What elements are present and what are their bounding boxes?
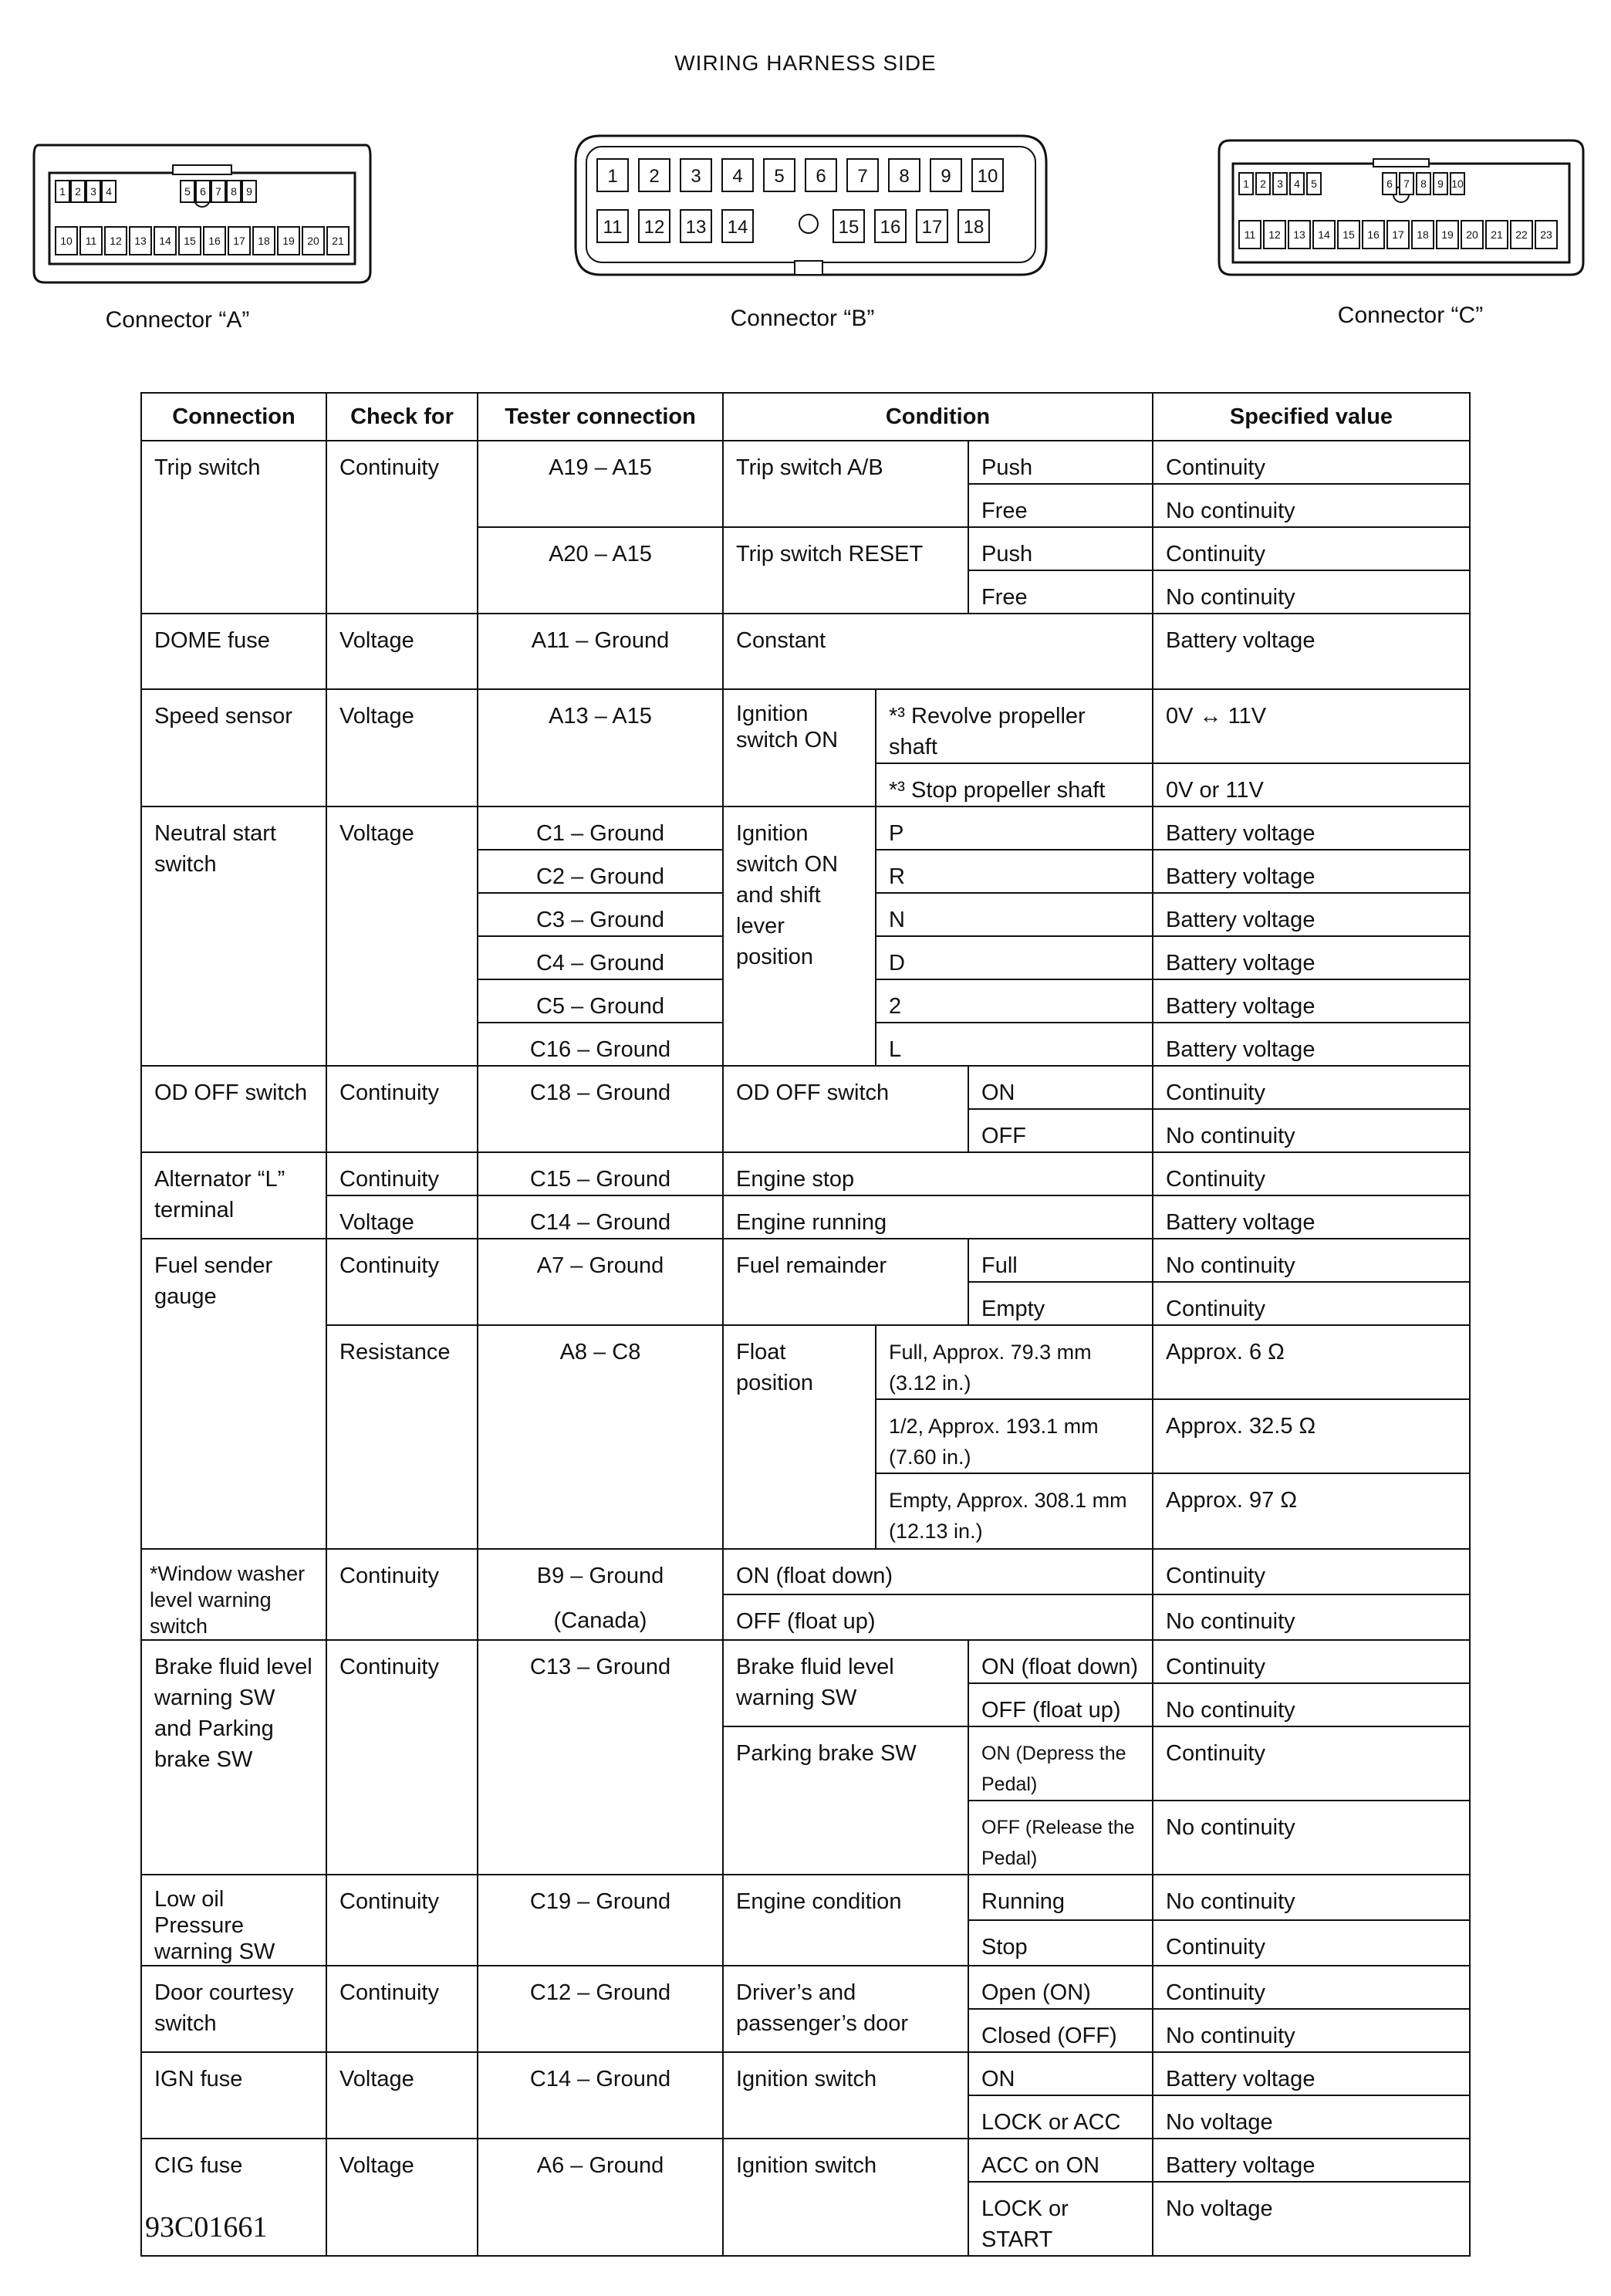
cig-state-1: ACC on ON: [968, 2139, 1153, 2182]
table-row: [141, 1195, 1470, 1239]
neutral-pos-l: L: [876, 1023, 1153, 1066]
window-check: Continuity: [326, 1549, 478, 1640]
neutral-tester-2: C5 – Ground: [478, 979, 723, 1023]
neutral-val-d: Battery voltage: [1153, 936, 1470, 979]
connector-pin-label: 3: [1277, 178, 1283, 190]
ign-state-2: LOCK or ACC: [968, 2095, 1153, 2139]
brake-val-1: Continuity: [1153, 1640, 1470, 1683]
trip-free-2: Free: [968, 570, 1153, 614]
neutral-pos-2: 2: [876, 979, 1153, 1023]
alt-val-1: Continuity: [1153, 1152, 1470, 1195]
connector-pin-label: 16: [1367, 228, 1380, 241]
fuel-full: Full: [968, 1239, 1153, 1282]
cig-tester: A6 – Ground: [478, 2139, 723, 2256]
fuel-name: Fuel sender gauge: [141, 1239, 326, 1549]
speed-sub-1: *³ Revolve propeller shaft: [876, 689, 1153, 763]
od-check: Continuity: [326, 1066, 478, 1152]
connector-pin-label: 2: [1260, 178, 1266, 190]
oil-state-1: Running: [968, 1875, 1153, 1920]
connector-pin-label: 1: [1243, 178, 1249, 190]
speed-val-2: 0V or 11V: [1153, 763, 1470, 806]
fuel-float-1: Full, Approx. 79.3 mm (3.12 in.): [876, 1325, 1153, 1399]
neutral-tester-d: C4 – Ground: [478, 936, 723, 979]
connector-pin-label: 4: [106, 185, 112, 198]
table-row: [141, 2139, 1470, 2182]
connector-pin-label: 12: [643, 217, 665, 238]
window-val-1: Continuity: [1153, 1549, 1470, 1594]
connector-pin-label: 23: [1540, 228, 1552, 241]
connector-pin-label: 8: [899, 166, 910, 187]
table-row: [141, 1966, 1470, 2009]
connector-pin-label: 4: [732, 166, 743, 187]
connector-b-label: Connector “B”: [730, 306, 875, 331]
cig-name: CIG fuse: [141, 2139, 326, 2256]
trip-free-1: Free: [968, 484, 1153, 527]
table-row: [141, 1152, 1470, 1195]
neutral-tester-r: C2 – Ground: [478, 850, 723, 893]
neutral-tester-p: C1 – Ground: [478, 806, 723, 850]
fuel-check-2: Resistance: [326, 1325, 478, 1549]
brake-state-3: ON (Depress the Pedal): [968, 1726, 1153, 1801]
connector-pin-label: 18: [963, 217, 984, 238]
trip-push-2: Push: [968, 527, 1153, 570]
trip-tester-1: A19 – A15: [478, 441, 723, 527]
brake-tester: C13 – Ground: [478, 1640, 723, 1875]
connector-pin-label: 3: [90, 185, 96, 198]
od-on: ON: [968, 1066, 1153, 1109]
cig-val-2: No voltage: [1153, 2182, 1470, 2256]
fuel-cond-2: Float position: [723, 1325, 876, 1549]
header-condition: Condition: [723, 393, 1153, 441]
trip-check: Continuity: [326, 441, 478, 614]
connector-pin-label: 7: [215, 185, 221, 198]
neutral-val-2: Battery voltage: [1153, 979, 1470, 1023]
connector-pin-label: 15: [184, 235, 196, 247]
speed-name: Speed sensor: [141, 689, 326, 806]
connector-pin-label: 11: [85, 235, 97, 247]
header-specified-value: Specified value: [1153, 393, 1470, 441]
trip-push-1: Push: [968, 441, 1153, 484]
connector-pin-label: 5: [1311, 178, 1317, 190]
table-row: [141, 1066, 1470, 1109]
fuel-res-3: Approx. 97 Ω: [1153, 1473, 1470, 1549]
neutral-val-n: Battery voltage: [1153, 893, 1470, 936]
neutral-name: Neutral start switch: [141, 806, 326, 1066]
connector-pin-label: 16: [208, 235, 221, 247]
od-cond: OD OFF switch: [723, 1066, 968, 1152]
oil-val-1: No continuity: [1153, 1875, 1470, 1920]
connector-pin-label: 11: [603, 217, 623, 238]
alt-name: Alternator “L” terminal: [141, 1152, 326, 1239]
ign-state-1: ON: [968, 2052, 1153, 2095]
table-row: [141, 614, 1470, 689]
window-tester: B9 – Ground: [478, 1549, 723, 1594]
oil-name: Low oil Pressure warning SW: [141, 1875, 326, 1966]
trip-cond-2: Trip switch RESET: [723, 527, 968, 614]
connector-pin-label: 14: [159, 235, 171, 247]
connector-pin-label: 10: [60, 235, 73, 247]
connector-pin-label: 14: [727, 217, 748, 238]
brake-cond-2: Parking brake SW: [723, 1726, 968, 1875]
dome-value: Battery voltage: [1153, 614, 1470, 689]
fuel-val-full: No continuity: [1153, 1239, 1470, 1282]
neutral-check: Voltage: [326, 806, 478, 1066]
connector-pin-label: 8: [1420, 178, 1427, 190]
window-name: *Window washer level warning switch: [141, 1549, 326, 1640]
connector-pin-label: 8: [231, 185, 237, 198]
connector-pin-label: 20: [1466, 228, 1478, 241]
ign-val-2: No voltage: [1153, 2095, 1470, 2139]
header-tester-connection: Tester connection: [478, 393, 723, 441]
od-name: OD OFF switch: [141, 1066, 326, 1152]
connector-pin-label: 2: [649, 166, 660, 187]
brake-val-2: No continuity: [1153, 1683, 1470, 1726]
connector-pin-label: 6: [816, 166, 826, 187]
ign-tester: C14 – Ground: [478, 2052, 723, 2139]
oil-cond: Engine condition: [723, 1875, 968, 1966]
table-row: [141, 441, 1470, 484]
cig-cond: Ignition switch: [723, 2139, 968, 2256]
connector-pin-label: 15: [838, 217, 860, 238]
trip-switch-name: Trip switch: [141, 441, 326, 614]
brake-check: Continuity: [326, 1640, 478, 1875]
od-off: OFF: [968, 1109, 1153, 1152]
connector-pin-label: 7: [1403, 178, 1410, 190]
neutral-val-l: Battery voltage: [1153, 1023, 1470, 1066]
fuel-float-3: Empty, Approx. 308.1 mm (12.13 in.): [876, 1473, 1153, 1549]
speed-val-1: 0V ↔ 11V: [1153, 689, 1470, 763]
connector-pin-label: 20: [307, 235, 319, 247]
brake-val-3: Continuity: [1153, 1726, 1470, 1801]
oil-state-2: Stop: [968, 1920, 1153, 1966]
connector-b-diagram: [569, 131, 1052, 282]
cig-val-1: Battery voltage: [1153, 2139, 1470, 2182]
brake-state-2: OFF (float up): [968, 1683, 1153, 1726]
table-row: [141, 1239, 1470, 1282]
connector-c-diagram: [1214, 136, 1588, 284]
connector-pin-label: 17: [233, 235, 245, 247]
brake-state-4: OFF (Release the Pedal): [968, 1801, 1153, 1875]
window-cond-1: ON (float down): [723, 1549, 1153, 1594]
trip-val-4: No continuity: [1153, 570, 1470, 614]
door-state-2: Closed (OFF): [968, 2009, 1153, 2052]
door-val-2: No continuity: [1153, 2009, 1470, 2052]
dome-check: Voltage: [326, 614, 478, 689]
header-connection: Connection: [141, 393, 326, 441]
connector-pin-label: 11: [1244, 228, 1256, 241]
od-tester: C18 – Ground: [478, 1066, 723, 1152]
connector-pin-label: 6: [200, 185, 206, 198]
connector-pin-label: 17: [1392, 228, 1404, 241]
brake-name: Brake fluid level warning SW and Parking brake SW: [141, 1640, 326, 1875]
table-header-row: [141, 393, 1470, 441]
neutral-tester-n: C3 – Ground: [478, 893, 723, 936]
fuel-cond-1: Fuel remainder: [723, 1239, 968, 1325]
connector-pin-label: 21: [332, 235, 344, 247]
brake-cond-1: Brake fluid level warning SW: [723, 1640, 968, 1726]
table-row: [141, 1875, 1470, 1920]
door-state-1: Open (ON): [968, 1966, 1153, 2009]
connector-pin-label: 19: [282, 235, 295, 247]
oil-tester: C19 – Ground: [478, 1875, 723, 1966]
oil-val-2: Continuity: [1153, 1920, 1470, 1966]
dome-cond: Constant: [723, 614, 1153, 689]
connector-pin-label: 5: [184, 185, 191, 198]
alt-cond-1: Engine stop: [723, 1152, 1153, 1195]
connector-pin-label: 16: [880, 217, 901, 238]
ign-check: Voltage: [326, 2052, 478, 2139]
od-val-off: No continuity: [1153, 1109, 1470, 1152]
connector-pin-label: 13: [685, 217, 707, 238]
connector-pin-label: 22: [1515, 228, 1528, 241]
cig-check: Voltage: [326, 2139, 478, 2256]
brake-state-1: ON (float down): [968, 1640, 1153, 1683]
dome-tester: A11 – Ground: [478, 614, 723, 689]
speed-cond: Ignition switch ON: [723, 689, 876, 806]
connector-pin-label: 6: [1386, 178, 1393, 190]
neutral-pos-p: P: [876, 806, 1153, 850]
neutral-val-p: Battery voltage: [1153, 806, 1470, 850]
trip-val-3: Continuity: [1153, 527, 1470, 570]
alt-check-1: Continuity: [326, 1152, 478, 1195]
connector-pin-label: 3: [691, 166, 701, 187]
table-row: [141, 806, 1470, 850]
door-check: Continuity: [326, 1966, 478, 2052]
figure-code: 93C01661: [145, 2211, 268, 2244]
neutral-cond: Ignition switch ON and shift lever position: [723, 806, 876, 1066]
ign-cond: Ignition switch: [723, 2052, 968, 2139]
connector-pin-label: 5: [774, 166, 785, 187]
wiring-harness-title: WIRING HARNESS SIDE: [674, 51, 937, 75]
window-cond-2: OFF (float up): [723, 1594, 1153, 1640]
connector-pin-label: 2: [75, 185, 81, 198]
connector-pin-label: 1: [59, 185, 66, 198]
table-row: [141, 689, 1470, 763]
connector-pin-label: 9: [246, 185, 252, 198]
fuel-res-2: Approx. 32.5 Ω: [1153, 1399, 1470, 1473]
neutral-pos-d: D: [876, 936, 1153, 979]
fuel-tester-2: A8 – C8: [478, 1325, 723, 1549]
connector-pin-label: 19: [1441, 228, 1454, 241]
connector-c-label: Connector “C”: [1337, 303, 1484, 328]
speed-sub-2: *³ Stop propeller shaft: [876, 763, 1153, 806]
connector-pin-label: 14: [1318, 228, 1330, 241]
connector-pin-label: 1: [607, 166, 618, 187]
neutral-val-r: Battery voltage: [1153, 850, 1470, 893]
connector-pin-label: 9: [1437, 178, 1444, 190]
connector-pin-label: 9: [941, 166, 951, 187]
window-val-2: No continuity: [1153, 1594, 1470, 1640]
connector-pin-label: 7: [857, 166, 868, 187]
connector-pin-label: 13: [1293, 228, 1305, 241]
alt-val-2: Battery voltage: [1153, 1195, 1470, 1239]
table-row: [141, 1325, 1470, 1399]
door-name: Door courtesy switch: [141, 1966, 326, 2052]
trip-val-2: No continuity: [1153, 484, 1470, 527]
door-val-1: Continuity: [1153, 1966, 1470, 2009]
connector-pin-label: 12: [110, 235, 122, 247]
connector-a-diagram: [29, 140, 375, 287]
trip-tester-2: A20 – A15: [478, 527, 723, 614]
speed-check: Voltage: [326, 689, 478, 806]
alt-cond-2: Engine running: [723, 1195, 1153, 1239]
alt-tester-1: C15 – Ground: [478, 1152, 723, 1195]
neutral-tester-l: C16 – Ground: [478, 1023, 723, 1066]
table-row: [141, 1549, 1470, 1594]
connector-pin-label: 10: [1451, 178, 1464, 190]
alt-check-2: Voltage: [326, 1195, 478, 1239]
connector-pin-label: 4: [1294, 178, 1300, 190]
connector-pin-label: 18: [1417, 228, 1429, 241]
cig-state-2: LOCK or START: [968, 2182, 1153, 2256]
door-tester: C12 – Ground: [478, 1966, 723, 2052]
fuel-float-2: 1/2, Approx. 193.1 mm (7.60 in.): [876, 1399, 1153, 1473]
connector-pin-label: 13: [134, 235, 147, 247]
connector-pin-label: 10: [977, 166, 998, 187]
door-cond: Driver’s and passenger’s door: [723, 1966, 968, 2052]
fuel-res-1: Approx. 6 Ω: [1153, 1325, 1470, 1399]
alt-tester-2: C14 – Ground: [478, 1195, 723, 1239]
brake-val-4: No continuity: [1153, 1801, 1470, 1875]
od-val-on: Continuity: [1153, 1066, 1470, 1109]
window-note: (Canada): [478, 1594, 723, 1640]
connector-pin-label: 18: [258, 235, 270, 247]
table-row: [141, 2052, 1470, 2095]
continuity-test-table: [140, 392, 1471, 2257]
connector-pin-label: 21: [1491, 228, 1503, 241]
dome-name: DOME fuse: [141, 614, 326, 689]
connector-a-label: Connector “A”: [105, 307, 250, 333]
speed-tester: A13 – A15: [478, 689, 723, 806]
table-row: [141, 1640, 1470, 1683]
fuel-tester-1: A7 – Ground: [478, 1239, 723, 1325]
connector-pin-label: 15: [1342, 228, 1355, 241]
neutral-pos-r: R: [876, 850, 1153, 893]
connector-pin-label: 17: [921, 217, 943, 238]
fuel-empty: Empty: [968, 1282, 1153, 1325]
ign-val-1: Battery voltage: [1153, 2052, 1470, 2095]
connector-pin-label: 12: [1268, 228, 1281, 241]
fuel-val-empty: Continuity: [1153, 1282, 1470, 1325]
oil-check: Continuity: [326, 1875, 478, 1966]
ign-name: IGN fuse: [141, 2052, 326, 2139]
header-check-for: Check for: [326, 393, 478, 441]
trip-val-1: Continuity: [1153, 441, 1470, 484]
trip-cond-1: Trip switch A/B: [723, 441, 968, 527]
fuel-check-1: Continuity: [326, 1239, 478, 1325]
neutral-pos-n: N: [876, 893, 1153, 936]
